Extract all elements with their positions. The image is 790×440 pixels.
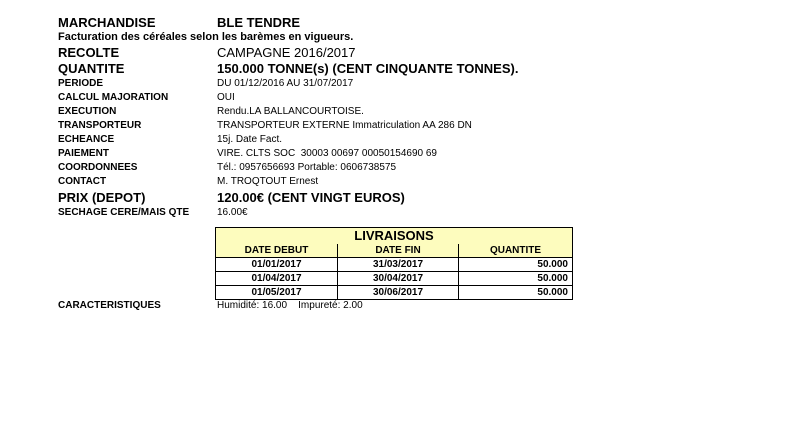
- cell-date-debut: 01/04/2017: [216, 272, 338, 286]
- cell-date-fin: 30/04/2017: [338, 272, 459, 286]
- header-date-debut: DATE DEBUT: [216, 244, 338, 258]
- field-label: EXECUTION: [58, 106, 117, 117]
- livraisons-table: [215, 227, 573, 300]
- cell-date-fin: 30/06/2017: [338, 286, 459, 300]
- field-value: Tél.: 0957656693 Portable: 0606738575: [217, 162, 397, 173]
- header-quantite: QUANTITE: [459, 244, 573, 258]
- field-label: CONTACT: [58, 176, 107, 187]
- field-value: Rendu.LA BALLANCOURTOISE.: [217, 106, 364, 117]
- table-title: LIVRAISONS: [216, 228, 573, 245]
- table-row: [216, 272, 573, 286]
- field-label: COORDONNEES: [58, 162, 138, 173]
- cell-date-debut: 01/05/2017: [216, 286, 338, 300]
- field-value: CAMPAGNE 2016/2017: [217, 45, 356, 60]
- field-label: PRIX (DEPOT): [58, 190, 146, 205]
- field-label: PERIODE: [58, 78, 104, 89]
- table-row: [216, 286, 573, 300]
- field-value: Humidité: 16.00 Impureté: 2.00: [217, 300, 363, 311]
- cell-quantite: 50.000: [459, 272, 573, 286]
- field-value: M. TROQTOUT Ernest: [217, 176, 319, 187]
- cell-quantite: 50.000: [459, 286, 573, 300]
- field-label: ECHEANCE: [58, 134, 115, 145]
- field-value: 16.00€: [217, 207, 248, 218]
- cell-date-fin: 31/03/2017: [338, 258, 459, 272]
- field-value: TRANSPORTEUR EXTERNE Immatriculation AA 286 DN: [217, 120, 472, 131]
- cell-date-debut: 01/01/2017: [216, 258, 338, 272]
- field-label: CARACTERISTIQUES: [58, 300, 161, 311]
- field-label: TRANSPORTEUR: [58, 120, 142, 131]
- field-value: 120.00€ (CENT VINGT EUROS): [217, 190, 405, 205]
- field-value: OUI: [217, 92, 235, 103]
- table-title-row: [216, 228, 573, 245]
- table-header-row: [216, 244, 573, 258]
- field-value: BLE TENDRE: [217, 15, 301, 30]
- field-label: CALCUL MAJORATION: [58, 92, 169, 103]
- field-label: RECOLTE: [58, 45, 120, 60]
- header-date-fin: DATE FIN: [338, 244, 459, 258]
- field-label: SECHAGE CERE/MAIS QTE: [58, 207, 190, 218]
- table-row: [216, 258, 573, 272]
- field-value: DU 01/12/2016 AU 31/07/2017: [217, 78, 354, 89]
- field-value: 150.000 TONNE(s) (CENT CINQUANTE TONNES).: [217, 61, 519, 76]
- field-label: PAIEMENT: [58, 148, 109, 159]
- field-value: VIRE. CLTS SOC 30003 00697 00050154690 69: [217, 148, 437, 159]
- subtitle: Facturation des céréales selon les barèmes en vigueurs.: [58, 31, 354, 43]
- field-label: QUANTITE: [58, 61, 125, 76]
- cell-quantite: 50.000: [459, 258, 573, 272]
- field-value: 15j. Date Fact.: [217, 134, 283, 145]
- field-label: MARCHANDISE: [58, 15, 156, 30]
